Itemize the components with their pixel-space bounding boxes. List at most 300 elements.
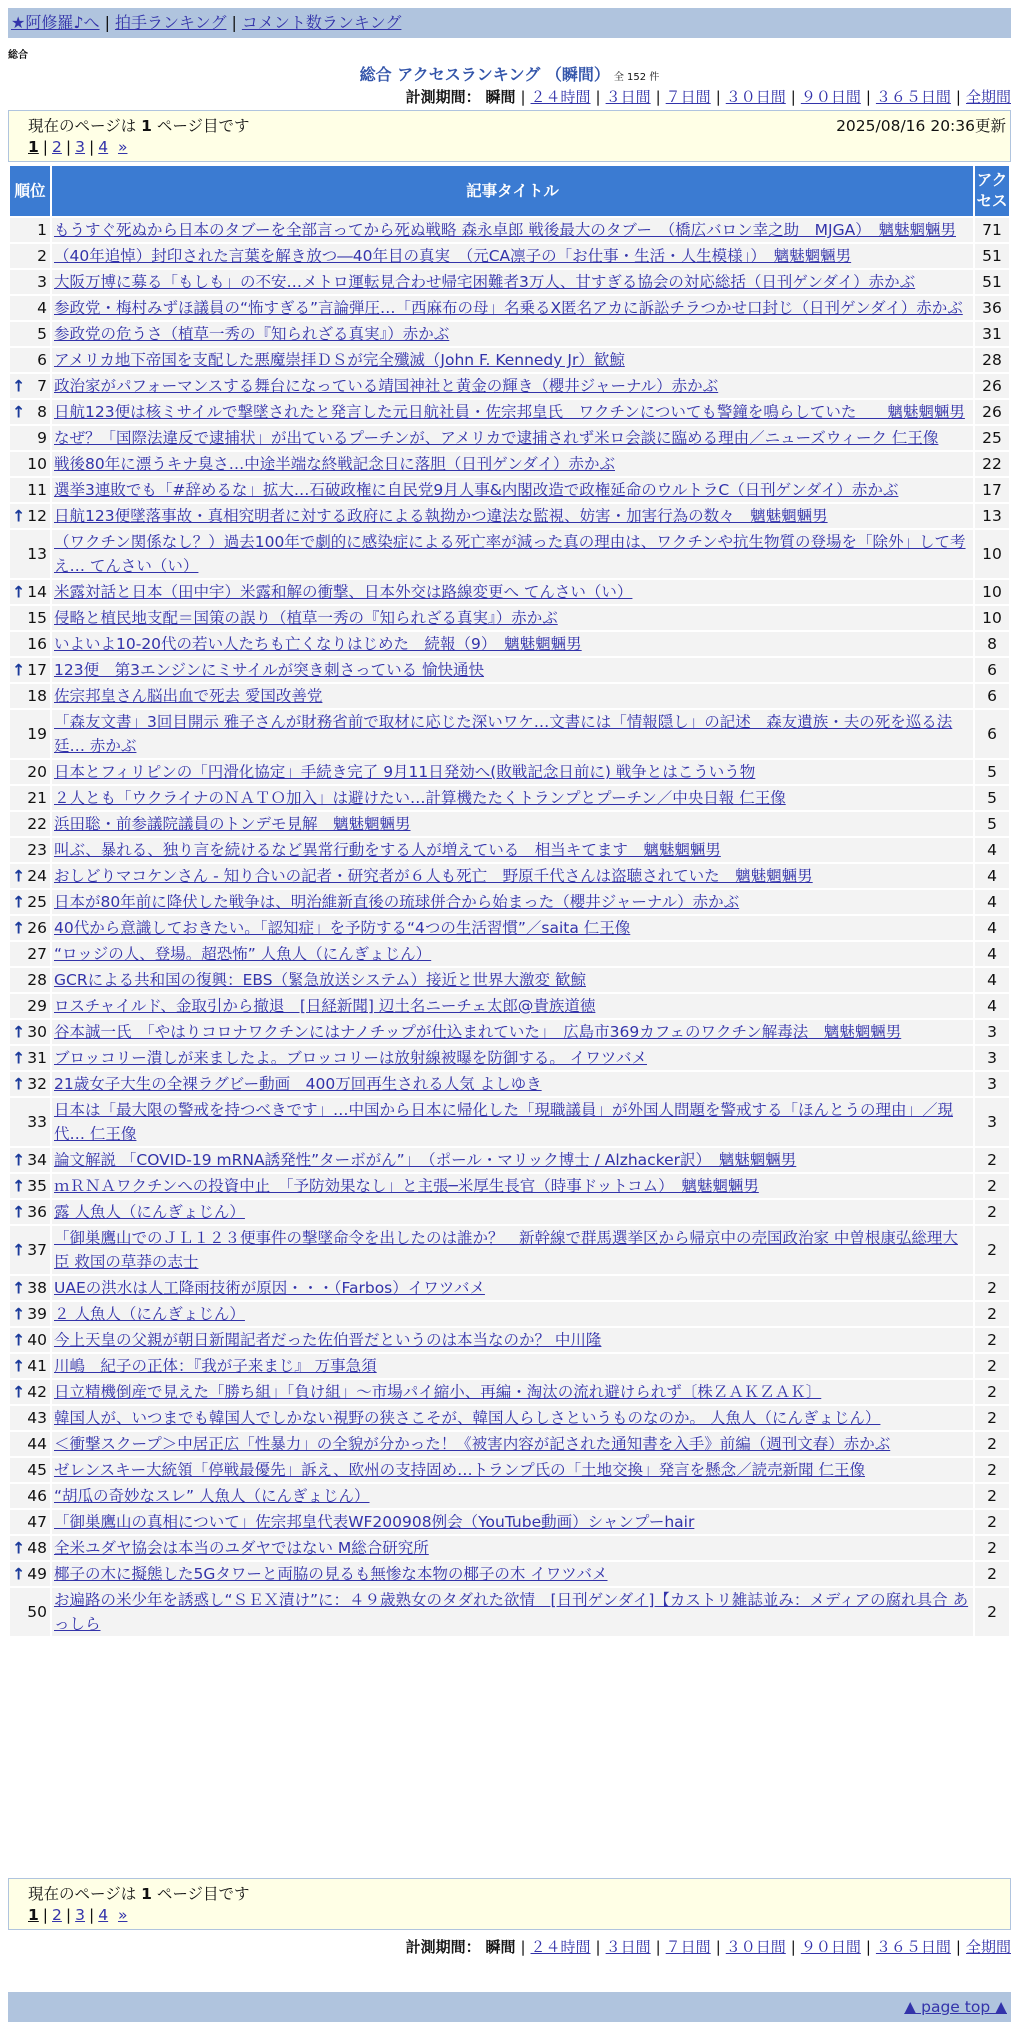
title-cell [52, 580, 973, 604]
access-count: 36 [975, 296, 1009, 320]
article-title-link[interactable]: 参政党の危うさ（植草一秀の『知られざる真実』）赤かぶ [54, 325, 450, 343]
rank-number: 27 [27, 945, 47, 963]
rank-up-arrow-icon: ↑ [12, 1356, 26, 1376]
article-title-link[interactable]: お遍路の米少年を誘惑し“ＳＥＸ漬け”に：４９歳熟女のタダれた欲情 [日刊ゲンダイ]【カストリ雑誌並み：メディアの腐れ具合 あっしら [54, 1591, 969, 1633]
rank-number: 44 [27, 1435, 47, 1453]
period-label: 計測期間： [405, 1938, 481, 1956]
article-title-link[interactable]: UAEの洪水は人工降雨技術が原因・・・（Farbos）イワツバメ [54, 1279, 485, 1297]
article-title-link[interactable]: 侵略と植民地支配＝国策の誤り（植草一秀の『知られざる真実』）赤かぶ [54, 609, 558, 627]
rank-cell [10, 890, 50, 914]
article-title-link[interactable]: 日本が80年前に降伏した戦争は、明治維新直後の琉球併合から始まった（櫻井ジャーナル）赤かぶ [54, 893, 740, 911]
pager-page-3[interactable]: 3 [75, 1906, 86, 1924]
page-top-link[interactable]: ▲ page top ▲ [904, 1998, 1007, 2016]
rank-up-arrow-icon: ↑ [12, 660, 26, 680]
access-count: 2 [975, 1328, 1009, 1352]
access-count: 2 [975, 1380, 1009, 1404]
title-cell [52, 684, 973, 708]
article-title-link[interactable]: 「森友文書」3回目開示 雅子さんが財務省前で取材に応じた深いワケ…文書には「情報隠し」の記述 森友遺族・夫の死を巡る法廷… 赤かぶ [54, 713, 953, 755]
rank-number: 4 [37, 299, 47, 317]
rank-number: 24 [27, 867, 47, 885]
period-label: 計測期間： [405, 88, 481, 106]
access-count: 2 [975, 1200, 1009, 1224]
access-count: 5 [975, 812, 1009, 836]
title-cell [52, 322, 973, 346]
article-title-link[interactable]: ２人とも「ウクライナのＮＡＴＯ加入」は避けたい…計算機たたくトランプとプーチン／中央日報 仁王像 [54, 789, 786, 807]
article-title-link[interactable]: ゼレンスキー大統領「停戦最優先」訴え、欧州の支持固め…トランプ氏の「土地交換」発言を懸念／読売新聞 仁王像 [54, 1461, 866, 1479]
rank-cell [10, 994, 50, 1018]
rank-cell [10, 1536, 50, 1560]
pager-page-2[interactable]: 2 [52, 1906, 62, 1924]
rank-number: 40 [27, 1331, 47, 1349]
rank-cell [10, 658, 50, 682]
title-cell [52, 1328, 973, 1352]
article-title-link[interactable]: 「御巣鷹山でのＪＬ１２３便事件の撃墜命令を出したのは誰か？ 新幹線で群馬選挙区から帰京中の売国政治家 中曽根康弘総理大臣 救国の草莽の志士 [54, 1229, 958, 1271]
title-cell [52, 812, 973, 836]
period-24h[interactable]: ２４時間 [530, 88, 591, 106]
nav-link-asyura[interactable]: ★阿修羅♪へ [11, 13, 100, 32]
rank-number: 36 [27, 1203, 47, 1221]
rank-number: 48 [27, 1539, 47, 1557]
article-title-link[interactable]: （40年追悼）封印された言葉を解き放つ―40年目の真実 （元CA凛子の「お仕事・生活・人生模様」） 魑魅魍魎男 [54, 247, 852, 265]
title-cell [52, 710, 973, 758]
title-cell [52, 1200, 973, 1224]
rank-cell [10, 270, 50, 294]
rank-up-arrow-icon: ↑ [12, 1330, 26, 1350]
article-title-link[interactable]: もうすぐ死ぬから日本のタブーを全部言ってから死ぬ戦略 森永卓郎 戦後最大のタブー （橋広バロン幸之助 MJGA） 魑魅魍魎男 [54, 221, 956, 239]
title-cell [52, 296, 973, 320]
article-title-link[interactable]: ２ 人魚人（にんぎょじん） [54, 1305, 245, 1323]
table-row [10, 296, 1009, 320]
period-selector-bottom: 計測期間： 瞬間 | ２４時間 | ３日間 | ７日間 | ３０日間 | ９０日間 | ３６５日間 | 全期間 [405, 1938, 1011, 1956]
article-title-link[interactable]: 123便 第3エンジンにミサイルが突き刺さっている 愉快通快 [54, 661, 485, 679]
period-90d[interactable]: ９０日間 [800, 1938, 861, 1956]
access-count: 2 [975, 1562, 1009, 1586]
rank-number: 41 [27, 1357, 47, 1375]
rank-number: 29 [27, 997, 47, 1015]
table-row [10, 1200, 1009, 1224]
table-row [10, 270, 1009, 294]
table-row [10, 786, 1009, 810]
title-cell [52, 452, 973, 476]
article-title-link[interactable]: 日本とフィリピンの「円滑化協定」手続き完了 9月11日発効へ(敗戦記念日前に) 戦争とはこういう物 [54, 763, 756, 781]
article-title-link[interactable]: 論文解説 「COVID-19 mRNA誘発性”ターボがん”」 （ポール・マリック博士 / Alzhacker訳） 魑魅魍魎男 [54, 1151, 797, 1169]
title-cell [52, 838, 973, 862]
rank-cell [10, 684, 50, 708]
rank-number: 26 [27, 919, 47, 937]
rank-up-arrow-icon: ↑ [12, 1048, 26, 1068]
article-title-link[interactable]: 佐宗邦皇さん脳出血で死去 愛国改善党 [54, 687, 323, 705]
title-cell [52, 1276, 973, 1300]
rank-up-arrow-icon: ↑ [12, 1022, 26, 1042]
current-page-suffix: ページ目です [151, 117, 250, 135]
period-3d[interactable]: ３日間 [605, 88, 651, 106]
table-row [10, 1406, 1009, 1430]
rank-number: 13 [27, 545, 47, 563]
rank-number: 31 [27, 1049, 47, 1067]
title-cell [52, 760, 973, 784]
article-title-link[interactable]: “ロッジの人、登場。超恐怖” 人魚人（にんぎょじん） [54, 945, 432, 963]
rank-cell [10, 1072, 50, 1096]
title-cell [52, 218, 973, 242]
rank-cell [10, 530, 50, 578]
access-count: 4 [975, 838, 1009, 862]
rank-number: 19 [27, 725, 47, 743]
title-cell [52, 1562, 973, 1586]
table-row [10, 760, 1009, 784]
access-count: 26 [975, 400, 1009, 424]
nav-link-clap-ranking[interactable]: 拍手ランキング [114, 13, 227, 32]
access-count: 17 [975, 478, 1009, 502]
period-selector-top: 計測期間： 瞬間 | ２４時間 | ３日間 | ７日間 | ３０日間 | ９０日間 | ３６５日間 | 全期間 [405, 88, 1011, 106]
current-page-number: 1 [141, 117, 152, 135]
rank-up-arrow-icon: ↑ [12, 1278, 26, 1298]
table-row [10, 322, 1009, 346]
access-count: 4 [975, 994, 1009, 1018]
article-title-link[interactable]: 日本は「最大限の警戒を持つべきです」…中国から日本に帰化した「現職議員」が外国人問題を警戒する「ほんとうの理由」／現代… 仁王像 [54, 1101, 954, 1143]
article-title-link[interactable]: 日航123便墜落事故・真相究明者に対する政府による執拗かつ違法な監視、妨害・加害行為の数々 魑魅魍魎男 [54, 507, 828, 525]
current-page-text [28, 1882, 250, 1904]
title-cell [52, 1148, 973, 1172]
article-title-link[interactable]: 谷本誠一氏 「やはりコロナワクチンにはナノチップが仕込まれていた」 広島市369カフェのワクチン解毒法 魑魅魍魎男 [54, 1023, 902, 1041]
access-count: 6 [975, 684, 1009, 708]
rank-cell [10, 1432, 50, 1456]
title-cell [52, 786, 973, 810]
table-row [10, 1562, 1009, 1586]
header-access: アクセス [975, 166, 1009, 216]
pager-page-4[interactable]: 4 [98, 1906, 109, 1924]
rank-number: 34 [27, 1151, 47, 1169]
title-cell [52, 1072, 973, 1096]
table-row [10, 968, 1009, 992]
rank-cell [10, 710, 50, 758]
page-title-text: 総合 アクセスランキング （瞬間） [359, 65, 610, 84]
title-cell [52, 1020, 973, 1044]
period-all[interactable]: 全期間 [965, 1938, 1011, 1956]
article-title-link[interactable]: おしどりマコケンさん - 知り合いの記者・研究者が６人も死亡 野原千代さんは盗聴されていた 魑魅魍魎男 [54, 867, 813, 885]
table-row [10, 1072, 1009, 1096]
table-row [10, 1226, 1009, 1274]
rank-cell [10, 1380, 50, 1404]
access-count: 2 [975, 1484, 1009, 1508]
rank-up-arrow-icon: ↑ [12, 866, 26, 886]
rank-cell [10, 478, 50, 502]
access-count: 22 [975, 452, 1009, 476]
article-title-link[interactable]: 日航123便は核ミサイルで撃墜されたと発言した元日航社員・佐宗邦皇氏 ワクチンについても警鐘を鳴らしていた 魑魅魍魎男 [54, 403, 965, 421]
table-row [10, 1536, 1009, 1560]
rank-up-arrow-icon: ↑ [12, 892, 26, 912]
current-page-number: 1 [141, 1885, 152, 1903]
article-title-link[interactable]: 全米ユダヤ協会は本当のユダヤではない M総合研究所 [54, 1539, 429, 1557]
article-title-link[interactable]: “胡瓜の奇妙なスレ” 人魚人（にんぎょじん） [54, 1487, 370, 1505]
access-count: 10 [975, 606, 1009, 630]
table-row [10, 374, 1009, 398]
rank-up-arrow-icon: ↑ [12, 1074, 26, 1094]
table-row [10, 890, 1009, 914]
title-cell [52, 270, 973, 294]
access-count: 5 [975, 760, 1009, 784]
table-header-row [10, 166, 1009, 216]
access-count: 2 [975, 1510, 1009, 1534]
rank-number: 33 [27, 1113, 47, 1131]
table-row [10, 426, 1009, 450]
access-count: 2 [975, 1276, 1009, 1300]
access-count: 31 [975, 322, 1009, 346]
period-365d[interactable]: ３６５日間 [875, 1938, 951, 1956]
table-row [10, 400, 1009, 424]
page-info-box-bottom [8, 1878, 1011, 1930]
section-label: 総合 [8, 50, 28, 61]
rank-cell [10, 1406, 50, 1430]
article-title-link[interactable]: 戦後80年に漂うキナ臭さ…中途半端な終戦記念日に落胆（日刊ゲンダイ）赤かぶ [54, 455, 615, 473]
rank-number: 39 [27, 1305, 47, 1323]
table-row [10, 1046, 1009, 1070]
rank-number: 23 [27, 841, 47, 859]
title-cell [52, 244, 973, 268]
title-cell [52, 916, 973, 940]
bottom-bar [8, 1992, 1011, 2022]
access-count: 2 [975, 1406, 1009, 1430]
rank-number: 7 [37, 377, 47, 395]
period-7d[interactable]: ７日間 [665, 1938, 711, 1956]
total-count: 全 152 件 [613, 72, 660, 83]
table-row [10, 1432, 1009, 1456]
title-cell [52, 426, 973, 450]
title-cell [52, 374, 973, 398]
pager-bottom: 1 | 2 | 3 | 4 » [28, 1906, 128, 1924]
rank-number: 25 [27, 893, 47, 911]
period-24h[interactable]: ２４時間 [530, 1938, 591, 1956]
rank-number: 30 [27, 1023, 47, 1041]
rank-number: 3 [37, 273, 47, 291]
rank-number: 38 [27, 1279, 47, 1297]
nav-link-comment-ranking[interactable]: コメント数ランキング [241, 13, 402, 32]
period-365d[interactable]: ３６５日間 [875, 88, 951, 106]
period-3d[interactable]: ３日間 [605, 1938, 651, 1956]
access-count: 71 [975, 218, 1009, 242]
rank-number: 32 [27, 1075, 47, 1093]
rank-cell [10, 812, 50, 836]
table-row [10, 838, 1009, 862]
table-row [10, 1148, 1009, 1172]
pager-current: 1 [28, 1906, 39, 1924]
table-row [10, 942, 1009, 966]
table-row [10, 916, 1009, 940]
header-title: 記事タイトル [52, 166, 973, 216]
article-title-link[interactable]: なぜ？「国際法違反で逮捕状」が出ているプーチンが、アメリカで逮捕されず米ロ会談に臨める理由／ニューズウィーク 仁王像 [54, 429, 939, 447]
rank-cell [10, 296, 50, 320]
rank-up-arrow-icon: ↑ [12, 1538, 26, 1558]
period-current: 瞬間 [485, 88, 516, 106]
article-title-link[interactable]: 椰子の木に擬態した5Gタワーと両脇の見るも無惨な本物の椰子の木 イワツバメ [54, 1565, 608, 1583]
rank-cell [10, 838, 50, 862]
pager-current: 1 [28, 138, 39, 156]
access-count: 4 [975, 890, 1009, 914]
title-cell [52, 658, 973, 682]
rank-cell [10, 1046, 50, 1070]
current-page-text [28, 114, 250, 136]
rank-number: 12 [27, 507, 47, 525]
period-30d[interactable]: ３０日間 [725, 88, 786, 106]
rank-number: 15 [27, 609, 47, 627]
rank-cell [10, 322, 50, 346]
article-title-link[interactable]: アメリカ地下帝国を支配した悪魔崇拝ＤＳが完全殲滅（John F. Kennedy Jr）歓鯨 [54, 351, 625, 369]
title-cell [52, 942, 973, 966]
article-title-link[interactable]: 政治家がパフォーマンスする舞台になっている靖国神社と黄金の輝き（櫻井ジャーナル）赤かぶ [54, 377, 719, 395]
rank-cell [10, 968, 50, 992]
period-90d[interactable]: ９０日間 [800, 88, 861, 106]
access-count: 4 [975, 968, 1009, 992]
article-title-link[interactable]: 叫ぶ、暴れる、独り言を続けるなど異常行動をする人が増えている 相当キてます 魑魅魍魎男 [54, 841, 721, 859]
rank-up-arrow-icon: ↑ [12, 506, 26, 526]
access-count: 4 [975, 864, 1009, 888]
page-title [0, 62, 1019, 85]
rank-cell [10, 916, 50, 940]
pager-next[interactable]: » [117, 138, 128, 156]
access-count: 3 [975, 1020, 1009, 1044]
table-row [10, 504, 1009, 528]
rank-cell [10, 244, 50, 268]
rank-number: 2 [37, 247, 47, 265]
article-title-link[interactable]: いよいよ10-20代の若い人たちも亡くなりはじめた 続報（9） 魑魅魍魎男 [54, 635, 582, 653]
rank-cell [10, 504, 50, 528]
rank-up-arrow-icon: ↑ [12, 1304, 26, 1324]
rank-cell [10, 1458, 50, 1482]
table-row [10, 1354, 1009, 1378]
article-title-link[interactable]: 参政党・梅村みずほ議員の“怖すぎる”言論弾圧…「西麻布の母」名乗るX匿名アカに訴訟チラつかせ口封じ（日刊ゲンダイ）赤かぶ [54, 299, 963, 317]
table-row [10, 1328, 1009, 1352]
article-title-link[interactable]: 露 人魚人（にんぎょじん） [54, 1203, 245, 1221]
article-title-link[interactable]: 大阪万博に募る「もしも」の不安…メトロ運転見合わせ帰宅困難者3万人、甘すぎる協会の対応総括（日刊ゲンダイ）赤かぶ [54, 273, 916, 291]
table-row [10, 1174, 1009, 1198]
table-row [10, 1276, 1009, 1300]
rank-cell [10, 218, 50, 242]
rank-cell [10, 1148, 50, 1172]
pager-next[interactable]: » [117, 1906, 128, 1924]
table-row [10, 530, 1009, 578]
article-title-link[interactable]: ＜衝撃スクープ＞中居正広「性暴力」の全貌が分かった！《被害内容が記された通知書を入手》前編（週刊文春）赤かぶ [54, 1435, 891, 1453]
article-title-link[interactable]: 今上天皇の父親が朝日新聞記者だった佐伯晋だというのは本当なのか？ 中川隆 [54, 1331, 602, 1349]
rank-number: 17 [27, 661, 47, 679]
table-row [10, 1588, 1009, 1636]
table-row [10, 1510, 1009, 1534]
access-count: 6 [975, 710, 1009, 758]
rank-cell [10, 760, 50, 784]
rank-cell [10, 1484, 50, 1508]
rank-up-arrow-icon: ↑ [12, 1382, 26, 1402]
title-cell [52, 1354, 973, 1378]
article-title-link[interactable]: 選挙3連敗でも「#辞めるな」拡大…石破政権に自民党9月人事&内閣改造で政権延命のウルトラC（日刊ゲンダイ）赤かぶ [54, 481, 899, 499]
updated-timestamp: 2025/08/16 20:36更新 [836, 117, 1006, 135]
title-cell [52, 890, 973, 914]
title-cell [52, 478, 973, 502]
rank-number: 42 [27, 1383, 47, 1401]
access-count: 10 [975, 580, 1009, 604]
table-row [10, 658, 1009, 682]
current-page-prefix: 現在のページは [28, 1885, 142, 1903]
article-title-link[interactable]: ブロッコリー潰しが来ましたよ。ブロッコリーは放射線被曝を防御する。 イワツバメ [54, 1049, 647, 1067]
table-row [10, 994, 1009, 1018]
article-title-link[interactable]: （ワクチン関係なし？）過去100年で劇的に感染症による死亡率が減った真の理由は、ワクチンや抗生物質の登場を「除外」して考え… てんさい（い） [54, 533, 966, 575]
article-title-link[interactable]: GCRによる共和国の復興：EBS（緊急放送システム）接近と世界大激変 歓鯨 [54, 971, 586, 989]
rank-number: 10 [27, 455, 47, 473]
rank-number: 49 [27, 1565, 47, 1583]
header-rank: 順位 [10, 166, 50, 216]
access-count: 26 [975, 374, 1009, 398]
ranking-table [8, 164, 1011, 1638]
rank-cell [10, 1020, 50, 1044]
access-count: 3 [975, 1072, 1009, 1096]
table-row [10, 348, 1009, 372]
table-row [10, 1380, 1009, 1404]
rank-cell [10, 1302, 50, 1326]
table-row [10, 478, 1009, 502]
title-cell [52, 1406, 973, 1430]
period-7d[interactable]: ７日間 [665, 88, 711, 106]
nav-separator: | [104, 13, 110, 32]
rank-cell [10, 1562, 50, 1586]
rank-number: 18 [27, 687, 47, 705]
rank-up-arrow-icon: ↑ [12, 1564, 26, 1584]
rank-number: 50 [27, 1603, 47, 1621]
title-cell [52, 606, 973, 630]
article-title-link[interactable]: ロスチャイルド、金取引から撤退 [日経新聞] 辺土名ニーチェ太郎@貴族道徳 [54, 997, 596, 1015]
period-all[interactable]: 全期間 [965, 88, 1011, 106]
pager-page-2[interactable]: 2 [52, 138, 62, 156]
title-cell [52, 994, 973, 1018]
rank-up-arrow-icon: ↑ [12, 1150, 26, 1170]
access-count: 5 [975, 786, 1009, 810]
access-count: 10 [975, 530, 1009, 578]
title-cell [52, 504, 973, 528]
table-row [10, 632, 1009, 656]
rank-cell [10, 426, 50, 450]
table-row [10, 580, 1009, 604]
rank-number: 6 [37, 351, 47, 369]
rank-cell [10, 786, 50, 810]
rank-cell [10, 1098, 50, 1146]
table-row [10, 812, 1009, 836]
table-row [10, 218, 1009, 242]
title-cell [52, 1484, 973, 1508]
table-row [10, 1098, 1009, 1146]
table-row [10, 1458, 1009, 1482]
rank-number: 20 [27, 763, 47, 781]
page-info-box-top [8, 110, 1011, 162]
title-cell [52, 1302, 973, 1326]
article-title-link[interactable]: 「御巣鷹山の真相について」佐宗邦皇代表WF200908例会（YouTube動画）シャンプーhair [54, 1513, 695, 1531]
title-cell [52, 1510, 973, 1534]
article-title-link[interactable]: 米露対話と日本（田中宇）米露和解の衝撃、日本外交は路線変更へ てんさい（い） [54, 583, 633, 601]
article-title-link[interactable]: 日立精機倒産で見えた「勝ち組」「負け組」～市場パイ縮小、再編・淘汰の流れ避けられず〔株ＺＡＫＺＡＫ〕 [54, 1383, 822, 1401]
pager-page-4[interactable]: 4 [98, 138, 109, 156]
pager-page-3[interactable]: 3 [75, 138, 86, 156]
article-title-link[interactable]: 40代から意識しておきたい。「認知症」を予防する“4つの生活習慣”／saita 仁王像 [54, 919, 631, 937]
rank-number: 47 [27, 1513, 47, 1531]
table-row [10, 244, 1009, 268]
access-count: 2 [975, 1432, 1009, 1456]
rank-number: 14 [27, 583, 47, 601]
period-30d[interactable]: ３０日間 [725, 1938, 786, 1956]
article-title-link[interactable]: ｍＲＮＡワクチンへの投資中止 「予防効果なし」と主張─米厚生長官（時事ドットコム） 魑魅魍魎男 [54, 1177, 759, 1195]
article-title-link[interactable]: 韓国人が、いつまでも韓国人でしかない視野の狭さこそが、韓国人らしさというものなのか。 人魚人（にんぎょじん） [54, 1409, 881, 1427]
title-cell [52, 1098, 973, 1146]
article-title-link[interactable]: 浜田聡・前参議院議員のトンデモ見解 魑魅魍魎男 [54, 815, 411, 833]
rank-up-arrow-icon: ↑ [12, 376, 26, 396]
article-title-link[interactable]: 川嶋 紀子の正体：『我が子来まじ』 万事急須 [54, 1357, 377, 1375]
table-row [10, 1302, 1009, 1326]
article-title-link[interactable]: 21歳女子大生の全裸ラグビー動画 400万回再生される人気 よしゆき [54, 1075, 542, 1093]
rank-number: 16 [27, 635, 47, 653]
